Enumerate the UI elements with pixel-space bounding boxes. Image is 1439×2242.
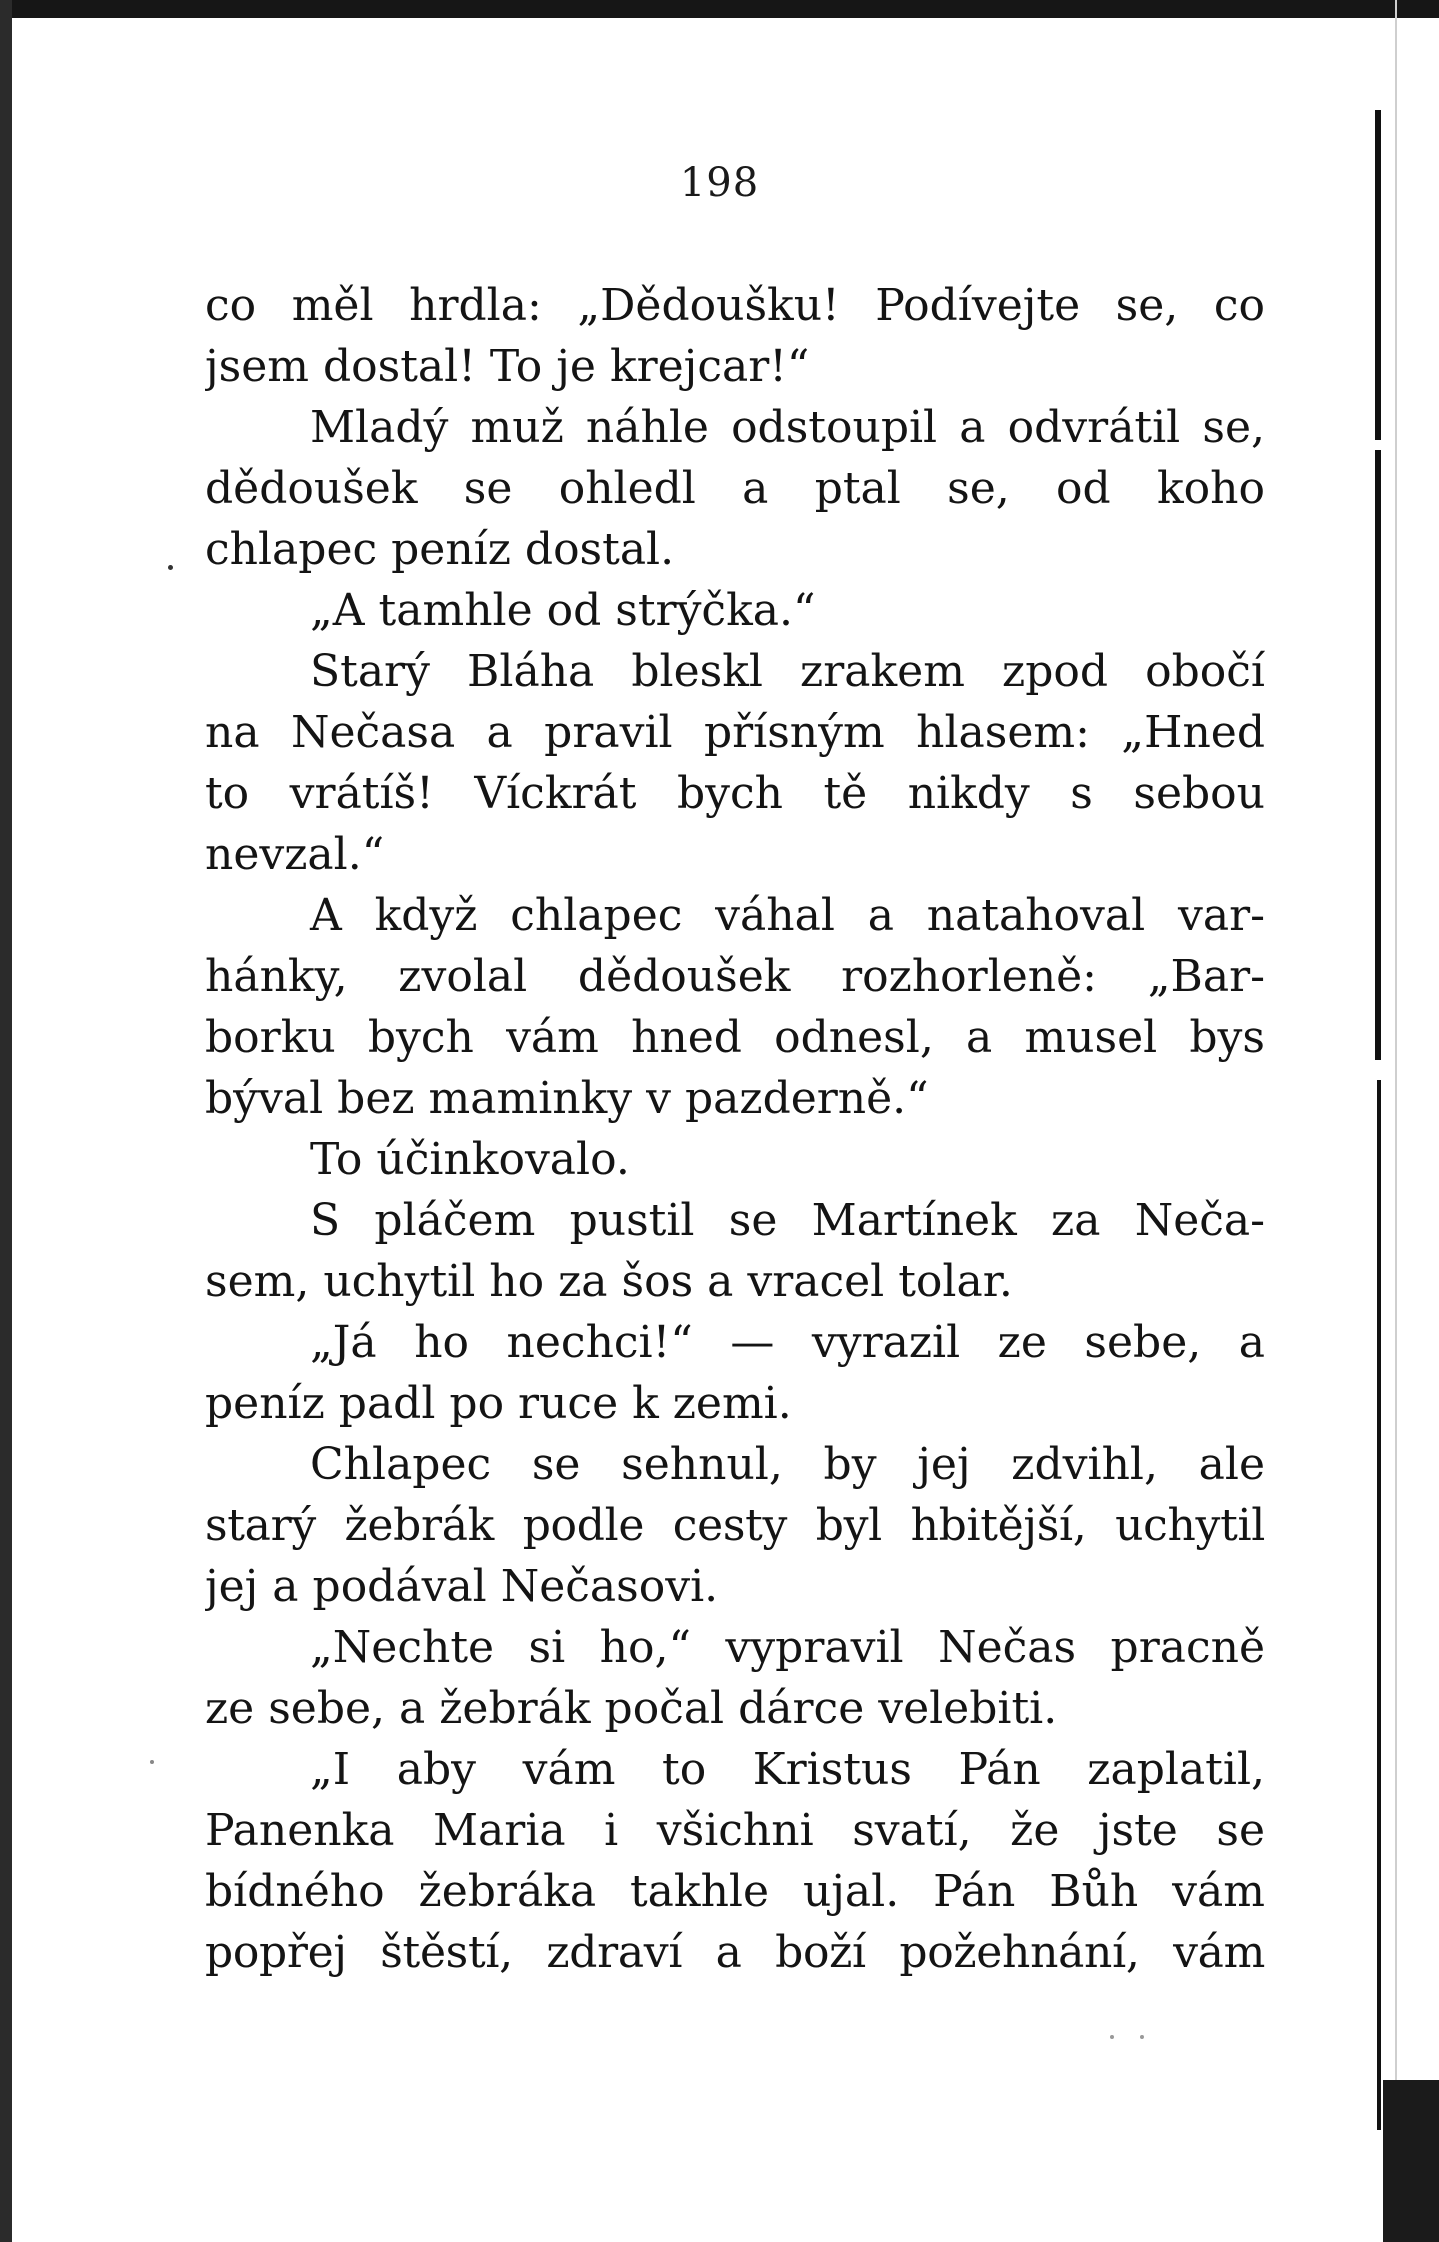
scan-speck	[1110, 2035, 1114, 2039]
scan-left-border	[0, 0, 12, 2242]
text-line: Chlapec se sehnul, by jej zdvihl, ale	[310, 1439, 1265, 1490]
text-line: ze sebe, a žebrák počal dárce velebiti.	[205, 1683, 1058, 1734]
text-line: starý žebrák podle cesty byl hbitější, uchytil	[205, 1500, 1265, 1551]
scan-speck	[168, 565, 173, 570]
text-line: sem, uchytil ho za šos a vracel tolar.	[205, 1256, 1013, 1307]
text-line: „Já ho nechci!“ — vyrazil ze sebe, a	[310, 1317, 1265, 1368]
text-line: býval bez maminky v pazderně.“	[205, 1073, 929, 1124]
scan-right-line	[1377, 1080, 1381, 2130]
text-line: co měl hrdla: „Dědoušku! Podívejte se, co	[205, 280, 1265, 331]
scan-speck	[1140, 2035, 1144, 2039]
text-line: hánky, zvolal dědoušek rozhorleně: „Bar-	[205, 951, 1265, 1002]
text-line: to vrátíš! Víckrát bych tě nikdy s sebou	[205, 768, 1265, 819]
text-line: „I aby vám to Kristus Pán zaplatil,	[310, 1744, 1265, 1795]
text-line: To účinkovalo.	[310, 1134, 630, 1185]
text-line: S pláčem pustil se Martínek za Neča-	[310, 1195, 1265, 1246]
scan-top-border	[0, 0, 1439, 18]
text-line: dědoušek se ohledl a ptal se, od koho	[205, 463, 1265, 514]
scan-speck	[150, 1760, 154, 1764]
text-line: „Nechte si ho,“ vypravil Nečas pracně	[310, 1622, 1265, 1673]
text-line: popřej štěstí, zdraví a boží požehnání, vám	[205, 1927, 1265, 1978]
text-line: jsem dostal! To je krejcar!“	[205, 341, 810, 392]
text-line: A když chlapec váhal a natahoval var-	[310, 890, 1265, 941]
text-line: borku bych vám hned odnesl, a musel bys	[205, 1012, 1265, 1063]
scan-edge-line	[1395, 0, 1397, 2242]
page-body	[205, 275, 1265, 1983]
text-line: na Nečasa a pravil přísným hlasem: „Hned	[205, 707, 1265, 758]
page-number: 198	[679, 160, 760, 206]
text-line: Starý Bláha bleskl zrakem zpod obočí	[310, 646, 1265, 697]
text-line: bídného žebráka takhle ujal. Pán Bůh vám	[205, 1866, 1265, 1917]
text-line: peníz padl po ruce k zemi.	[205, 1378, 792, 1429]
scan-right-line	[1375, 450, 1381, 1060]
text-line: jej a podával Nečasovi.	[205, 1561, 719, 1612]
text-line: nevzal.“	[205, 829, 385, 880]
text-line: chlapec peníz dostal.	[205, 524, 675, 575]
text-line: Mladý muž náhle odstoupil a odvrátil se,	[310, 402, 1265, 453]
text-line: „A tamhle od strýčka.“	[310, 585, 816, 636]
text-line: Panenka Maria i všichni svatí, že jste se	[205, 1805, 1265, 1856]
scan-corner-shadow	[1383, 2080, 1439, 2242]
